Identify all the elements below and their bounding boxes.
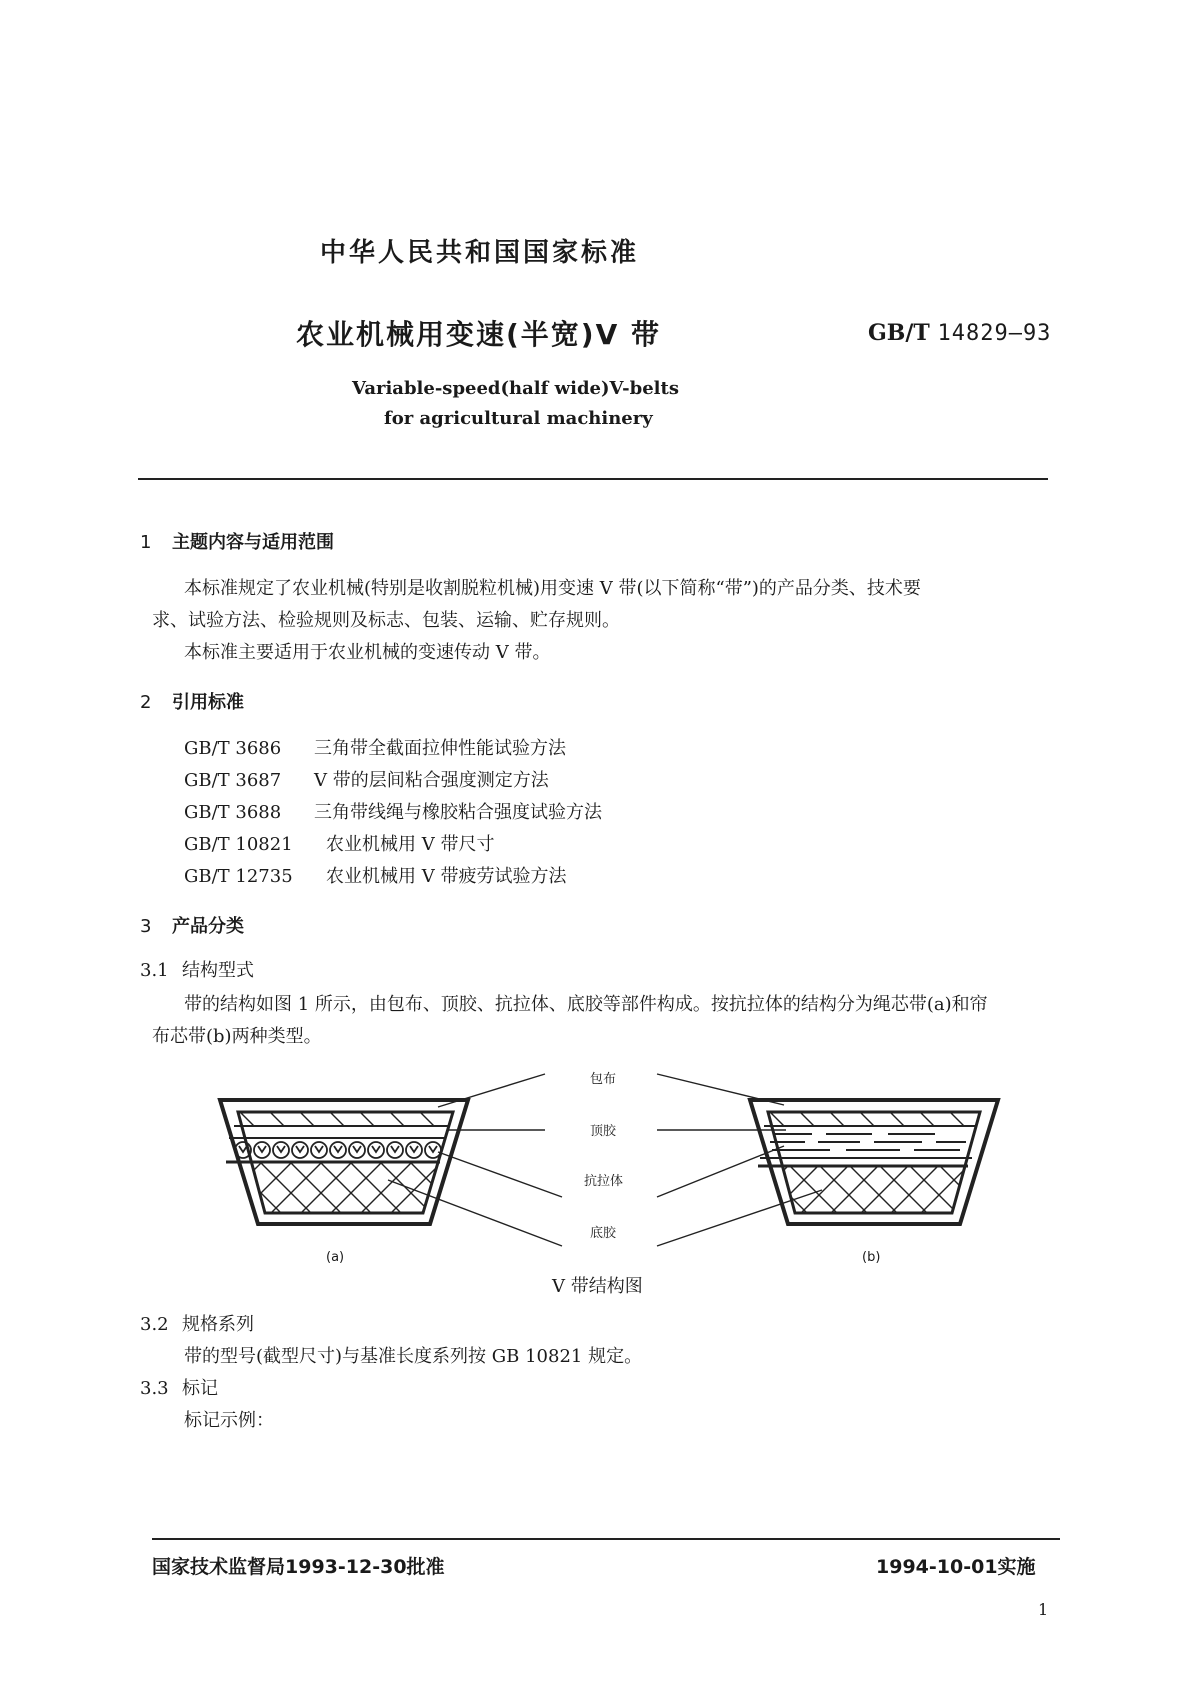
reference-title: 农业机械用 V 带尺寸: [326, 834, 495, 855]
section-1-para2: 本标准主要适用于农业机械的变速传动 V 带。: [184, 642, 551, 663]
standard-code-prefix: GB/T: [868, 320, 930, 346]
figure-label-wrapping-fabric: 包布: [590, 1072, 617, 1087]
standard-code-number: 14829—93: [937, 321, 1052, 346]
figure-label-top-rubber: 顶胶: [590, 1124, 617, 1139]
section-2-title: 引用标准: [172, 692, 244, 713]
subsection-3-1-line2: 布芯带(b)两种类型。: [152, 1026, 322, 1047]
section-2-number: 2: [140, 692, 152, 713]
standard-title-en-line1: Variable-speed(half wide)V-belts: [352, 378, 679, 399]
section-3-number: 3: [140, 916, 152, 937]
subsection-3-1-title: 结构型式: [182, 960, 254, 981]
figure-label-bottom-rubber: 底胶: [590, 1226, 617, 1241]
reference-code: GB/T 3686: [184, 738, 282, 759]
subsection-3-1-line1: 带的结构如图 1 所示，由包布、顶胶、抗拉体、底胶等部件构成。按抗拉体的结构分为绳芯带(a)和帘: [184, 994, 988, 1015]
figure-label-tensile-member: 抗拉体: [584, 1174, 624, 1189]
subsection-3-3-heading: [140, 1374, 218, 1400]
reference-title: 三角带全截面拉伸性能试验方法: [314, 738, 566, 759]
standard-title-en-line2: for agricultural machinery: [384, 408, 653, 429]
reference-title: V 带的层间粘合强度测定方法: [314, 770, 549, 791]
section-1-para1-line2: 求、试验方法、检验规则及标志、包装、运输、贮存规则。: [152, 610, 620, 631]
tensile-cords-a: [235, 1142, 441, 1158]
subsection-3-3-title: 标记: [182, 1378, 218, 1399]
subsection-3-2-heading: [140, 1310, 254, 1336]
reference-code: GB/T 3687: [184, 770, 282, 791]
subsection-3-1-number: 3.1: [140, 960, 169, 981]
subsection-3-3-number: 3.3: [140, 1378, 169, 1399]
subsection-3-2-title: 规格系列: [182, 1314, 254, 1335]
section-1-title: 主题内容与适用范围: [172, 532, 334, 553]
reference-code: GB/T 3688: [184, 802, 282, 823]
reference-title: 农业机械用 V 带疲劳试验方法: [326, 866, 567, 887]
figure-caption: V 带结构图: [552, 1276, 643, 1297]
reference-code: GB/T 10821: [184, 834, 293, 855]
figure-sub-label-b: (b): [862, 1250, 881, 1265]
belt-cross-section-b: [730, 1100, 998, 1224]
effective-date: 1994-10-01实施: [876, 1556, 1036, 1578]
page-number: 1: [1038, 1600, 1049, 1619]
figure-sub-label-a: (a): [326, 1250, 345, 1265]
footer-divider: [152, 1538, 1060, 1540]
reference-title: 三角带线绳与橡胶粘合强度试验方法: [314, 802, 602, 823]
subsection-3-3-line1: 标记示例：: [184, 1410, 274, 1431]
standard-title-cn: 农业机械用变速(半宽)V 带: [296, 318, 662, 351]
belt-cross-section-a: [200, 1100, 472, 1224]
section-1-para1-line1: 本标准规定了农业机械(特别是收割脱粒机械)用变速 V 带(以下简称“带”)的产品分类、技术要: [184, 578, 921, 599]
subsection-3-2-number: 3.2: [140, 1314, 169, 1335]
org-title: 中华人民共和国国家标准: [320, 238, 640, 268]
subsection-3-2-line1: 带的型号(截型尺寸)与基准长度系列按 GB 10821 规定。: [184, 1346, 643, 1367]
fabric-layers-b: [770, 1134, 966, 1150]
reference-code: GB/T 12735: [184, 866, 293, 887]
section-1-number: 1: [140, 532, 152, 553]
section-3-title: 产品分类: [172, 916, 244, 937]
approval-date: 国家技术监督局1993-12-30批准: [152, 1556, 445, 1578]
